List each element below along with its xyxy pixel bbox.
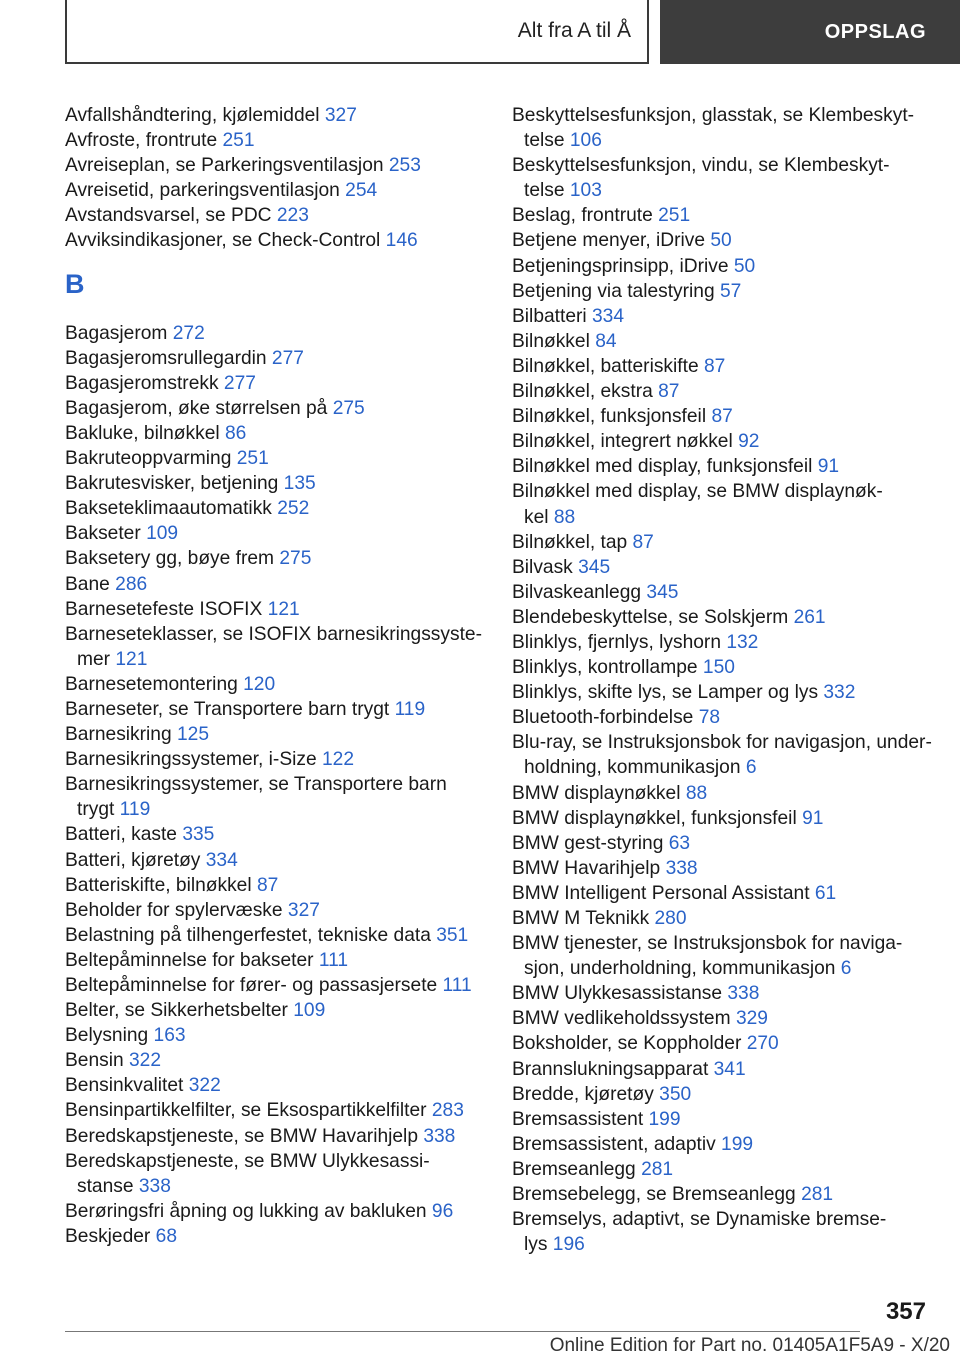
index-page-link[interactable]: 6 (745, 757, 757, 779)
index-entry-text: Avviksindikasjoner, se Check-Control (65, 230, 381, 252)
index-entry-text: BMW displaynøkkel, funksjonsfeil (512, 807, 797, 829)
index-page-link[interactable]: 88 (553, 506, 576, 528)
index-page-link[interactable]: 122 (322, 749, 355, 771)
index-entry-text: BMW M Teknikk (512, 908, 650, 929)
index-page-link[interactable]: 119 (394, 698, 426, 720)
index-entry-text-continued: kel (524, 506, 549, 528)
index-entry (512, 630, 932, 655)
index-entry-text: Beholder for spylervæske (65, 899, 283, 921)
index-page-link[interactable]: 329 (735, 1008, 768, 1030)
index-entry (65, 546, 495, 571)
index-entry-text: Blendebeskyttelse, se Solskjerm (512, 606, 789, 628)
index-page-link[interactable]: 87 (658, 381, 680, 403)
index-page-link[interactable]: 281 (641, 1158, 674, 1180)
index-entry (65, 421, 495, 446)
index-entry (512, 530, 932, 555)
index-entry-text-continued: lys (524, 1234, 548, 1256)
index-page-link[interactable]: 121 (267, 598, 300, 620)
index-entry (512, 655, 932, 680)
index-entry (512, 404, 932, 429)
index-entry-text: Bremsassistent, adaptiv (512, 1133, 716, 1155)
index-entry (512, 680, 932, 705)
index-entry-text: Baksetery gg, bøye frem (65, 548, 275, 570)
index-column-right (512, 103, 932, 1257)
index-entry-text: Bagasjerom (65, 322, 168, 344)
index-entry-text: Betjening via talestyring (512, 280, 715, 302)
index-entry (512, 1057, 932, 1082)
index-page-link[interactable]: 87 (703, 355, 726, 377)
index-page-link[interactable]: 277 (223, 372, 256, 394)
index-entry (65, 1224, 495, 1249)
index-entry-text: Batteriskifte, bilnøkkel (65, 874, 252, 896)
index-page-link[interactable]: 63 (668, 832, 691, 854)
index-entry-text: Berøringsfri åpning og lukking av bakluken (65, 1200, 427, 1222)
index-entry-text: Bremsebelegg, se Bremseanlegg (512, 1184, 796, 1206)
index-entry (512, 153, 932, 203)
index-entry-text: Beskjeder (65, 1225, 151, 1247)
index-entry (65, 396, 495, 421)
index-entry (65, 923, 495, 948)
index-entry (65, 321, 495, 346)
index-entry-text: Beltepåminnelse for fører- og passasjersete (65, 975, 438, 996)
index-page-link[interactable]: 132 (726, 631, 759, 653)
index-entry-text: BMW vedlikeholdssystem (512, 1008, 731, 1030)
index-page-link[interactable]: 87 (711, 406, 733, 428)
index-entry (65, 697, 495, 722)
index-entry-text: Belastning på tilhengerfestet, tekniske data (65, 924, 431, 946)
index-entry-text: Bremselys, adaptivt, se Dynamiske bremse- (512, 1209, 887, 1231)
index-entry (65, 1048, 495, 1073)
index-entry-text: BMW Havarihjelp (512, 857, 661, 879)
index-entry-text: Bilnøkkel med display, funksjonsfeil (512, 456, 813, 478)
index-page-link[interactable]: 345 (646, 581, 679, 603)
index-entry (512, 103, 932, 153)
index-page-link[interactable]: 50 (710, 230, 732, 252)
header-chapter-tab (660, 0, 960, 64)
index-entry (512, 1006, 932, 1031)
index-page-link[interactable]: 341 (713, 1058, 746, 1080)
index-entry-text: Avreiseplan, se Parkeringsventilasjon (65, 155, 384, 177)
index-entry-text: Blu-ray, se Instruksjonsbok for navigasjon, under- (512, 732, 932, 754)
index-entry (512, 203, 932, 228)
index-entry-text: Bilnøkkel med display, se BMW displaynøk- (512, 481, 883, 503)
index-entry-text: Beltepåminnelse for bakseter (65, 949, 314, 971)
index-entry-text: Beredskapstjeneste, se BMW Havarihjelp (65, 1125, 418, 1147)
index-entry (65, 521, 495, 546)
index-entry (512, 881, 932, 906)
index-page-link[interactable]: 119 (119, 799, 151, 821)
index-entry (512, 1132, 932, 1157)
index-entry (512, 1031, 932, 1056)
index-page-link[interactable]: 103 (569, 180, 602, 202)
index-page-link[interactable]: 57 (720, 280, 742, 302)
index-entry (65, 572, 495, 597)
index-page-link[interactable]: 146 (385, 230, 418, 252)
index-entry (512, 605, 932, 630)
index-entry (65, 178, 495, 203)
index-entry (512, 931, 932, 981)
index-entry-text: Barnesetemontering (65, 673, 238, 695)
index-page-link[interactable]: 280 (654, 908, 687, 929)
index-page-link[interactable]: 6 (840, 958, 852, 980)
index-entry (512, 279, 932, 304)
index-entry (512, 454, 932, 479)
index-entry-text: Bakseter (65, 523, 141, 545)
index-entry (65, 103, 495, 128)
index-page-link[interactable]: 125 (177, 724, 210, 746)
index-page-link[interactable]: 87 (256, 874, 279, 896)
index-entry (65, 1098, 495, 1123)
index-page-link[interactable]: 111 (442, 975, 472, 996)
index-entry (512, 329, 932, 354)
index-entry (65, 848, 495, 873)
index-entry-text: Bakrutesvisker, betjening (65, 473, 279, 495)
index-entry (65, 722, 495, 747)
index-entry-text-continued: sjon, underholdning, kommunikasjon (524, 958, 836, 980)
index-entry (512, 304, 932, 329)
index-page-link[interactable]: 96 (431, 1200, 454, 1222)
index-page-link[interactable]: 86 (224, 422, 247, 444)
index-entry-text: Bensin (65, 1050, 124, 1072)
index-entry (512, 1107, 932, 1132)
index-page-link[interactable]: 84 (595, 330, 617, 352)
index-page-link[interactable]: 252 (277, 498, 310, 520)
index-entry-text: Betjene menyer, iDrive (512, 230, 706, 252)
index-entry (512, 555, 932, 580)
index-entry-text: Belter, se Sikkerhetsbelter (65, 1000, 288, 1022)
index-page-link[interactable]: 253 (388, 155, 421, 177)
index-entry-text: Bane (65, 573, 110, 595)
index-entry (65, 471, 495, 496)
index-entry (65, 1023, 495, 1048)
index-page-link[interactable]: 92 (738, 431, 760, 453)
index-entry-text: Bilvaskeanlegg (512, 581, 642, 603)
index-entry-text: Blinklys, kontrollampe (512, 657, 698, 679)
index-entry-text: Bagasjeromstrekk (65, 372, 219, 394)
index-page-link[interactable]: 338 (665, 857, 698, 879)
index-page-link[interactable]: 338 (727, 983, 760, 1005)
index-entry-text: Barnesetefeste ISOFIX (65, 598, 263, 620)
index-entry (65, 346, 495, 371)
index-page-link[interactable]: 327 (324, 105, 357, 126)
index-entry-text: Barnesikringssystemer, se Transportere barn (65, 774, 447, 796)
index-page-link[interactable]: 281 (801, 1184, 834, 1206)
index-entry-text-continued: telse (524, 130, 565, 152)
index-entry-text: BMW gest-styring (512, 832, 664, 854)
index-page-link[interactable]: 150 (702, 657, 735, 679)
index-entry (65, 998, 495, 1023)
index-entry (512, 806, 932, 831)
index-entry-text: Belysning (65, 1025, 149, 1047)
index-page-link[interactable]: 322 (188, 1075, 221, 1097)
index-entry (65, 496, 495, 521)
index-entry (65, 371, 495, 396)
index-page-link[interactable]: 351 (436, 924, 469, 946)
index-entry-text: Bredde, kjøretøy (512, 1083, 654, 1105)
index-entry (65, 597, 495, 622)
index-page-link[interactable]: 87 (632, 531, 654, 553)
index-entry-text: Betjeningsprinsipp, iDrive (512, 255, 729, 277)
index-entry (512, 981, 932, 1006)
index-entry (512, 429, 932, 454)
index-entry-text: Avreisetid, parkeringsventilasjon (65, 180, 340, 202)
index-entry-text: Batteri, kaste (65, 824, 177, 846)
index-page-link[interactable]: 283 (431, 1100, 464, 1122)
index-entry-text: Bremsassistent (512, 1108, 644, 1130)
index-entry-text-continued: trygt (77, 799, 115, 821)
index-entry (65, 1073, 495, 1098)
index-entry-text-continued: mer (77, 648, 111, 670)
index-page-link[interactable]: 334 (592, 305, 625, 327)
index-entry (512, 379, 932, 404)
index-entry-text: Barnesikringssystemer, i-Size (65, 749, 317, 771)
index-entry-text: Beslag, frontrute (512, 205, 653, 227)
index-entry (65, 203, 495, 228)
index-entry-text-continued: telse (524, 180, 565, 202)
index-page-link[interactable]: 261 (793, 606, 826, 628)
index-entry (512, 831, 932, 856)
index-entry (512, 906, 932, 931)
index-entry (512, 580, 932, 605)
index-entry (65, 1149, 495, 1199)
index-entry (512, 1157, 932, 1182)
index-entry-text: BMW tjenester, se Instruksjonsbok for naviga- (512, 933, 903, 955)
index-entry-text: Bluetooth-forbindelse (512, 707, 694, 729)
index-column-left (65, 103, 495, 1249)
index-page-link[interactable]: 335 (182, 824, 215, 846)
index-entry-text: Avfallshåndtering, kjølemiddel (65, 105, 320, 126)
index-entry (65, 128, 495, 153)
index-page-link[interactable]: 78 (698, 707, 721, 729)
index-page-link[interactable]: 338 (138, 1175, 171, 1197)
index-page-link[interactable]: 91 (802, 807, 824, 829)
index-entry (65, 822, 495, 847)
page-number: 357 (885, 1298, 926, 1325)
index-entry (65, 948, 495, 973)
index-entry-text: Bilnøkkel, tap (512, 531, 628, 553)
index-entry (512, 730, 932, 780)
index-entry-text: Bilbatteri (512, 305, 587, 327)
index-entry (65, 446, 495, 471)
index-entry (512, 254, 932, 279)
index-page-link[interactable]: 135 (283, 473, 316, 495)
index-entry-text: Bilnøkkel, funksjonsfeil (512, 406, 707, 428)
index-entry (65, 898, 495, 923)
index-entry-text: Bagasjerom, øke størrelsen på (65, 397, 328, 419)
index-page-link[interactable]: 109 (146, 523, 179, 545)
index-entry-text: Brannslukningsapparat (512, 1058, 709, 1080)
index-entry-text: Beskyttelsesfunksjon, vindu, se Klembeskyt- (512, 155, 890, 177)
index-entry (65, 622, 495, 672)
index-entry-text: BMW Intelligent Personal Assistant (512, 882, 810, 904)
index-entry (512, 856, 932, 881)
index-page-link[interactable]: 251 (658, 205, 691, 227)
index-entry-text: Beskyttelsesfunksjon, glasstak, se Klembeskyt- (512, 105, 915, 126)
index-entry-text: Batteri, kjøretøy (65, 849, 201, 871)
index-entry-text: Bilnøkkel, batteriskifte (512, 355, 699, 377)
index-page-link[interactable]: 286 (115, 573, 148, 595)
index-entry (512, 479, 932, 529)
index-page-link[interactable]: 163 (153, 1025, 186, 1047)
index-page-link[interactable]: 272 (172, 322, 205, 344)
index-entry (512, 1082, 932, 1107)
index-entry-text: Bakluke, bilnøkkel (65, 422, 220, 444)
index-entry (512, 705, 932, 730)
index-page-link[interactable]: 251 (236, 448, 269, 470)
index-page-link[interactable]: 332 (823, 682, 856, 704)
index-letter-heading: B (65, 268, 85, 299)
index-entry-text: Avfroste, frontrute (65, 130, 218, 152)
index-entry (65, 873, 495, 898)
index-entry (65, 1199, 495, 1224)
index-entry-text: Barneseter, se Transportere barn trygt (65, 698, 390, 720)
index-entry (512, 1207, 932, 1257)
index-entry (65, 1124, 495, 1149)
index-entry-text-continued: holdning, kommunikasjon (524, 757, 741, 779)
index-page-link[interactable]: 345 (578, 556, 611, 578)
index-page-link[interactable]: 121 (115, 648, 148, 670)
footer-edition: Online Edition for Part no. 01405A1F5A9 - X/20 (549, 1335, 950, 1356)
index-page-link[interactable]: 196 (552, 1234, 585, 1256)
index-page-link[interactable]: 120 (243, 673, 276, 695)
index-entry-text: Blinklys, fjernlys, lyshorn (512, 631, 721, 653)
index-entry-text: BMW Ulykkesassistanse (512, 983, 723, 1005)
index-entry-text: Barneseteklasser, se ISOFIX barnesikringssyste- (65, 623, 482, 645)
index-entry-text: Beredskapstjeneste, se BMW Ulykkesassi- (65, 1150, 430, 1172)
index-page-link[interactable]: 277 (271, 347, 304, 369)
index-entry-text: Bremseanlegg (512, 1158, 636, 1180)
index-entry-text: Blinklys, skifte lys, se Lamper og lys (512, 682, 819, 704)
index-entry-text: Bilnøkkel (512, 330, 590, 352)
index-entry (512, 228, 932, 253)
index-page-link[interactable]: 91 (817, 456, 840, 478)
index-page-link[interactable]: 88 (685, 782, 708, 804)
index-entry-text: Bensinpartikkelfilter, se Eksospartikkelfilter (65, 1100, 427, 1122)
index-entry (65, 153, 495, 178)
index-page-link[interactable]: 251 (222, 130, 255, 152)
index-entry-text-continued: stanse (77, 1175, 134, 1197)
index-page-link[interactable]: 50 (733, 255, 756, 277)
index-entry-text: Bakruteoppvarming (65, 448, 232, 470)
footer-divider (65, 1331, 860, 1332)
index-page-link[interactable]: 223 (276, 205, 309, 227)
index-entry-text: Bensinkvalitet (65, 1075, 184, 1097)
index-entry (65, 747, 495, 772)
index-entry-text: Bagasjeromsrullegardin (65, 347, 267, 369)
index-entry-text: Bilvask (512, 556, 573, 578)
index-entry-text: Avstandsvarsel, se PDC (65, 205, 272, 227)
section-title: Alt fra A til Å (517, 19, 631, 42)
index-entry (65, 228, 495, 253)
index-page-link[interactable]: 322 (129, 1050, 162, 1072)
index-entry-text: Boksholder, se Koppholder (512, 1033, 742, 1055)
index-page-link[interactable]: 68 (155, 1225, 178, 1247)
index-page-link[interactable]: 327 (287, 899, 320, 921)
index-page-link[interactable]: 270 (746, 1033, 779, 1055)
index-entry (65, 973, 495, 998)
index-page-link[interactable]: 275 (332, 397, 365, 419)
index-page-link[interactable]: 109 (293, 1000, 326, 1022)
index-entry (65, 672, 495, 697)
index-entry (512, 354, 932, 379)
index-page-link[interactable]: 275 (279, 548, 312, 570)
index-entry-text: Bilnøkkel, integrert nøkkel (512, 431, 733, 453)
index-page-link[interactable]: 106 (569, 130, 602, 152)
index-page-link[interactable]: 199 (721, 1133, 754, 1155)
index-page-link[interactable]: 61 (814, 882, 837, 904)
index-page-link[interactable]: 199 (648, 1108, 681, 1130)
index-entry-text: Barnesikring (65, 724, 172, 746)
chapter-title: OPPSLAG (824, 20, 926, 43)
index-page-link[interactable]: 111 (318, 949, 349, 971)
index-entry (65, 772, 495, 822)
index-entry (512, 781, 932, 806)
header-section-tab (65, 0, 649, 64)
index-entry-text: Bakseteklimaautomatikk (65, 498, 272, 520)
index-page-link[interactable]: 338 (423, 1125, 456, 1147)
index-page-link[interactable]: 254 (345, 180, 378, 202)
index-entry-text: BMW displaynøkkel (512, 782, 681, 804)
index-entry-text: Bilnøkkel, ekstra (512, 381, 653, 403)
index-page-link[interactable]: 350 (659, 1083, 692, 1105)
index-entry (512, 1182, 932, 1207)
index-page-link[interactable]: 334 (205, 849, 238, 871)
